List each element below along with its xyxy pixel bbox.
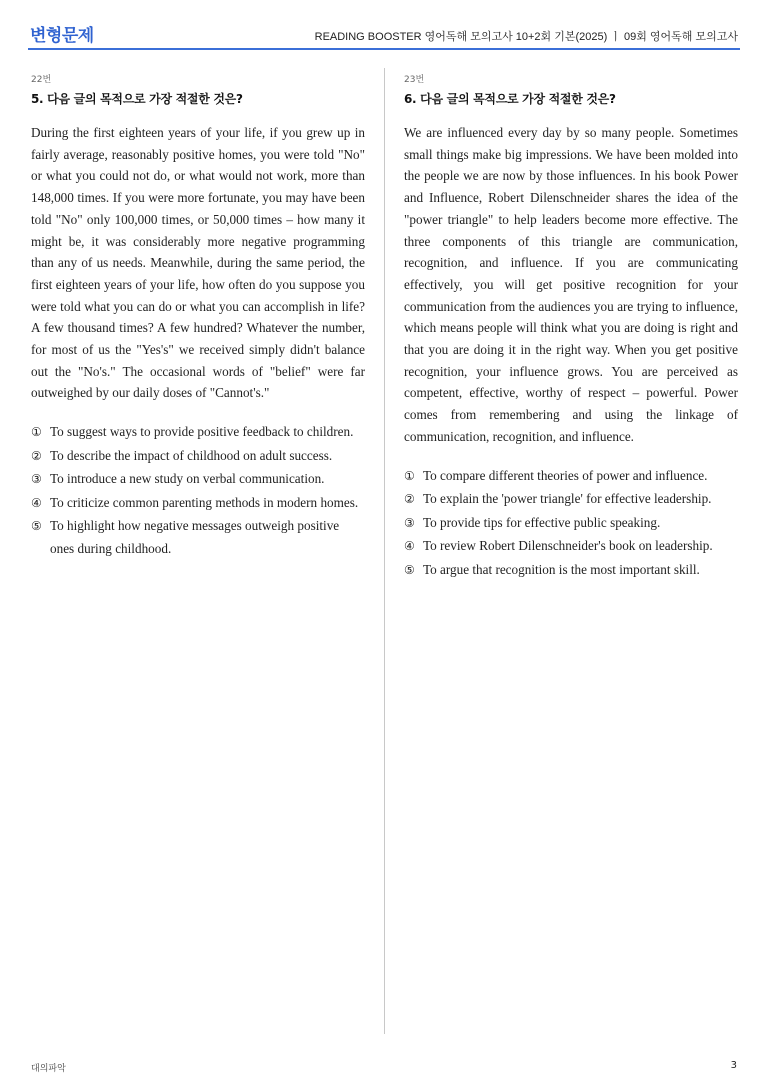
option-marker: ⑤ [31,519,42,534]
answer-option-4[interactable] [31,492,365,515]
option-text: To provide tips for effective public speaking. [423,514,661,530]
option-text: To introduce a new study on verbal communication. [50,471,325,487]
question-passage: We are influenced every day by so many people. Sometimes small things make big impressions. We have been molded into the people we are now by those influences. In his book Power and Influence, Robert Dilenschneider shares the idea of the "power triangle" to help leaders become more effective. The three components of this triangle are communication, recognition, and influence. If you are communicating effectively, you will get positive recognition for your communication from the audiences you are trying to influence, which means people will think what you are doing is right and that you are doing it in the right way. When you get positive recognition, your influence grows. You are perceived as competent, effective, worthy of respect – powerful. Power comes from remembering and using the linkage of communication, recognition, and influence. [404,125,738,444]
answer-option-3[interactable] [404,512,738,535]
option-text: To explain the 'power triangle' for effective leadership. [423,491,712,507]
answer-option-2[interactable] [31,445,365,468]
header-book-info: READING BOOSTER 영어독해 모의고사 10+2회 기본(2025) ㅣ 09회 영어독해 모의고사 [314,31,738,43]
answer-options [404,465,738,582]
answer-option-2[interactable] [404,488,738,511]
question-title: 6. 다음 글의 목적으로 가장 적절한 것은? [404,92,616,106]
answer-options [31,421,365,560]
answer-option-5[interactable] [404,559,738,582]
column-divider [384,68,385,1034]
option-marker: ① [404,468,415,483]
question-5-column [31,72,365,561]
option-marker: ⑤ [404,562,415,577]
option-marker: ④ [31,495,42,510]
option-text: To highlight how negative messages outweigh positive ones during childhood. [50,518,340,556]
option-marker: ② [404,492,415,507]
answer-option-5[interactable] [31,515,365,560]
question-6-column [404,72,738,582]
page-header [28,18,740,50]
answer-option-3[interactable] [31,468,365,491]
option-text: To criticize common parenting methods in modern homes. [50,494,359,510]
option-marker: ① [31,425,42,440]
header-title: 변형문제 [30,26,94,46]
answer-option-1[interactable] [31,421,365,444]
option-marker: ③ [31,472,42,487]
option-text: To describe the impact of childhood on adult success. [50,447,333,463]
answer-option-4[interactable] [404,535,738,558]
option-text: To compare different theories of power and influence. [423,467,708,483]
footer-section-label: 대의파악 [31,1064,66,1074]
question-title: 5. 다음 글의 목적으로 가장 적절한 것은? [31,92,243,106]
option-marker: ② [31,448,42,463]
option-text: To suggest ways to provide positive feedback to children. [50,424,354,440]
question-passage: During the first eighteen years of your life, if you grew up in fairly average, reasonably positive homes, you were told "No" or what you could not do, or what would not work, more than 148,000 times. If you were more fortunate, you may have been told "No" only 100,000 times, or 50,000 times – how many it might be, it was considerably more negative programming than any of us needs. Meanwhile, during the same period, the first eighteen years of your life, how often do you suppose you were told what you can do or what you can accomplish in life? A few thousand times? A few hundred? Whatever the number, for most of us the "Yes's" we received simply didn't balance out the "No's." The occasional words of "belief" were far outweighed by our daily doses of "Cannot's." [31,125,365,401]
option-marker: ④ [404,539,415,554]
option-text: To argue that recognition is the most important skill. [423,561,700,577]
answer-option-1[interactable] [404,465,738,488]
option-text: To review Robert Dilenschneider's book on leadership. [423,538,713,554]
page-number: 3 [730,1060,737,1071]
question-source: 22번 [31,75,52,85]
option-marker: ③ [404,515,415,530]
question-source: 23번 [404,75,425,85]
